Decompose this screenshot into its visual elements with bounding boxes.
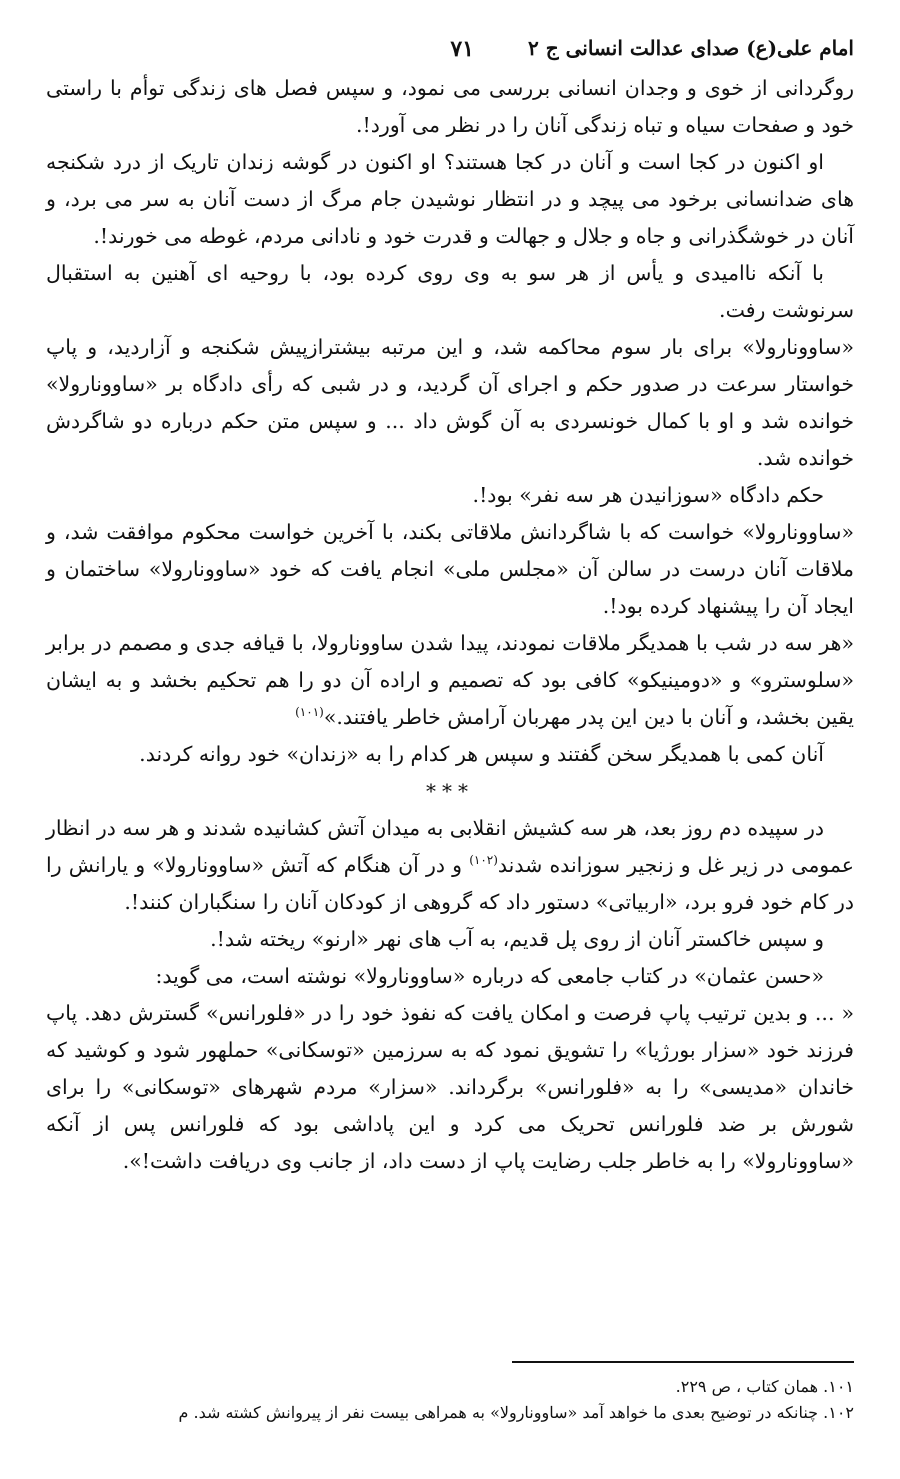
footnote-ref-102: (۱۰۲): [469, 853, 498, 868]
paragraph-9: [46, 810, 854, 921]
paragraph-10: و سپس خاکستر آنان از روی پل قدیم، به آب های نهر «ارنو» ریخته شد!.: [210, 927, 824, 951]
paragraph-7-text: «هر سه در شب با همدیگر ملاقات نمودند، پیدا شدن ساوونارولا، با قیافه جدی و مصمم در برابر «سلوسترو» و «دومینیکو» کافی بود که تصمیم و اراده آن دو را هم تحکیم بخشد و به ایشان یقین بخشد، و آنان با دین این پدر مهربان آرامش خاطر یافتند.»: [46, 631, 854, 729]
paragraph-2: او اکنون در کجا است و آنان در کجا هستند؟ او اکنون در گوشه زندان تاریک از درد شکنجه های ضدانسانی برخود می پیچد و در انتظار نوشیدن جام مرگ از دست آنان به سر می برد، و آنان در خوشگذرانی و جاه و جلال و جهالت و قدرت خود و نادانی مردم، غوطه می خورند!.: [46, 150, 854, 248]
paragraph-9-text-after: و در آن هنگام که آتش «ساوونارولا» و یارانش را در کام خود فرو برد، «اربیاتی» دستور داد که گروهی از کودکان آنان را سنگباران کنند!.: [46, 853, 854, 914]
page: [46, 30, 854, 1180]
page-number: ۷۱: [450, 36, 474, 62]
footnote-ref-101: (۱۰۱): [295, 705, 324, 720]
paragraph-1: روگردانی از خوی و وجدان انسانی بررسی می نمود، و سپس فصل های زندگی توأم با راستی خود و صفحات سیاه و تباه زندگی آنان را در نظر می آورد!.: [46, 76, 854, 137]
paragraph-11: «حسن عثمان» در کتاب جامعی که درباره «ساوونارولا» نوشته است، می گوید:: [155, 964, 824, 988]
paragraph-7: [46, 625, 854, 736]
running-header: [46, 30, 854, 70]
paragraph-4: «ساوونارولا» برای بار سوم محاکمه شد، و این مرتبه بیشترازپیش شکنجه و آزاردید، و پاپ خواستار سرعت در صدور حکم و اجرای آن گردید، و در شبی که رأی دادگاه بر «ساوونارولا» خوانده شد و او با کمال خونسردی به آن گوش داد ... و سپس متن حکم درباره دو شاگردش خوانده شد.: [46, 335, 854, 470]
paragraph-6: «ساوونارولا» خواست که با شاگردانش ملاقاتی بکند، با آخرین خواست محکوم موافقت شد، و ملاقات آنان درست در سالن آن «مجلس ملی» انجام یافت که خود «ساوونارولا» ساختمان و ایجاد آن را پیشنهاد کرده بود!.: [46, 520, 854, 618]
section-separator: ***: [426, 779, 474, 803]
footnote-102: ۱۰۲. چنانکه در توضیح بعدی ما خواهد آمد «ساوونارولا» به همراهی بیست نفر از پیروانش کشته شد. م: [178, 1403, 854, 1422]
footnote-divider: [512, 1361, 854, 1363]
paragraph-5: حکم دادگاه «سوزانیدن هر سه نفر» بود!.: [472, 483, 824, 507]
paragraph-8: آنان کمی با همدیگر سخن گفتند و سپس هر کدام را به «زندان» خود روانه کردند.: [139, 742, 824, 766]
paragraph-3: با آنکه ناامیدی و یأس از هر سو به وی روی کرده بود، با روحیه ای آهنین به استقبال سرنوشت رفت.: [46, 261, 854, 322]
body-text: [46, 70, 854, 1180]
paragraph-9-text-before: در سپیده دم روز بعد، هر سه کشیش انقلابی به میدان آتش کشانیده شدند و هر سه در انظار عمومی در زیر غل و زنجیر سوزانده شدند: [46, 816, 854, 877]
footnotes: [46, 1374, 854, 1426]
footnote-101: ۱۰۱. همان کتاب ، ص ۲۲۹.: [675, 1377, 854, 1396]
paragraph-12: « ... و بدین ترتیب پاپ فرصت و امکان یافت که نفوذ خود را در «فلورانس» گسترش دهد. پاپ فرزند خود «سزار بورژیا» را تشویق نمود که به سرزمین «توسکانی» حملهور شود و کوشید که خاندان «مدیسی» را به «فلورانس» برگرداند. «سزار» مردم شهرهای «توسکانی» را برای شورش بر ضد فلورانس تحریک می کرد و این پاداشی بود که فلورانس پس از آنکه «ساوونارولا» را به خاطر جلب رضایت پاپ از دست داد، از جانب وی دریافت داشت!».: [46, 1001, 854, 1173]
book-title: امام علی(ع) صدای عدالت انسانی ج ۲: [528, 36, 854, 60]
